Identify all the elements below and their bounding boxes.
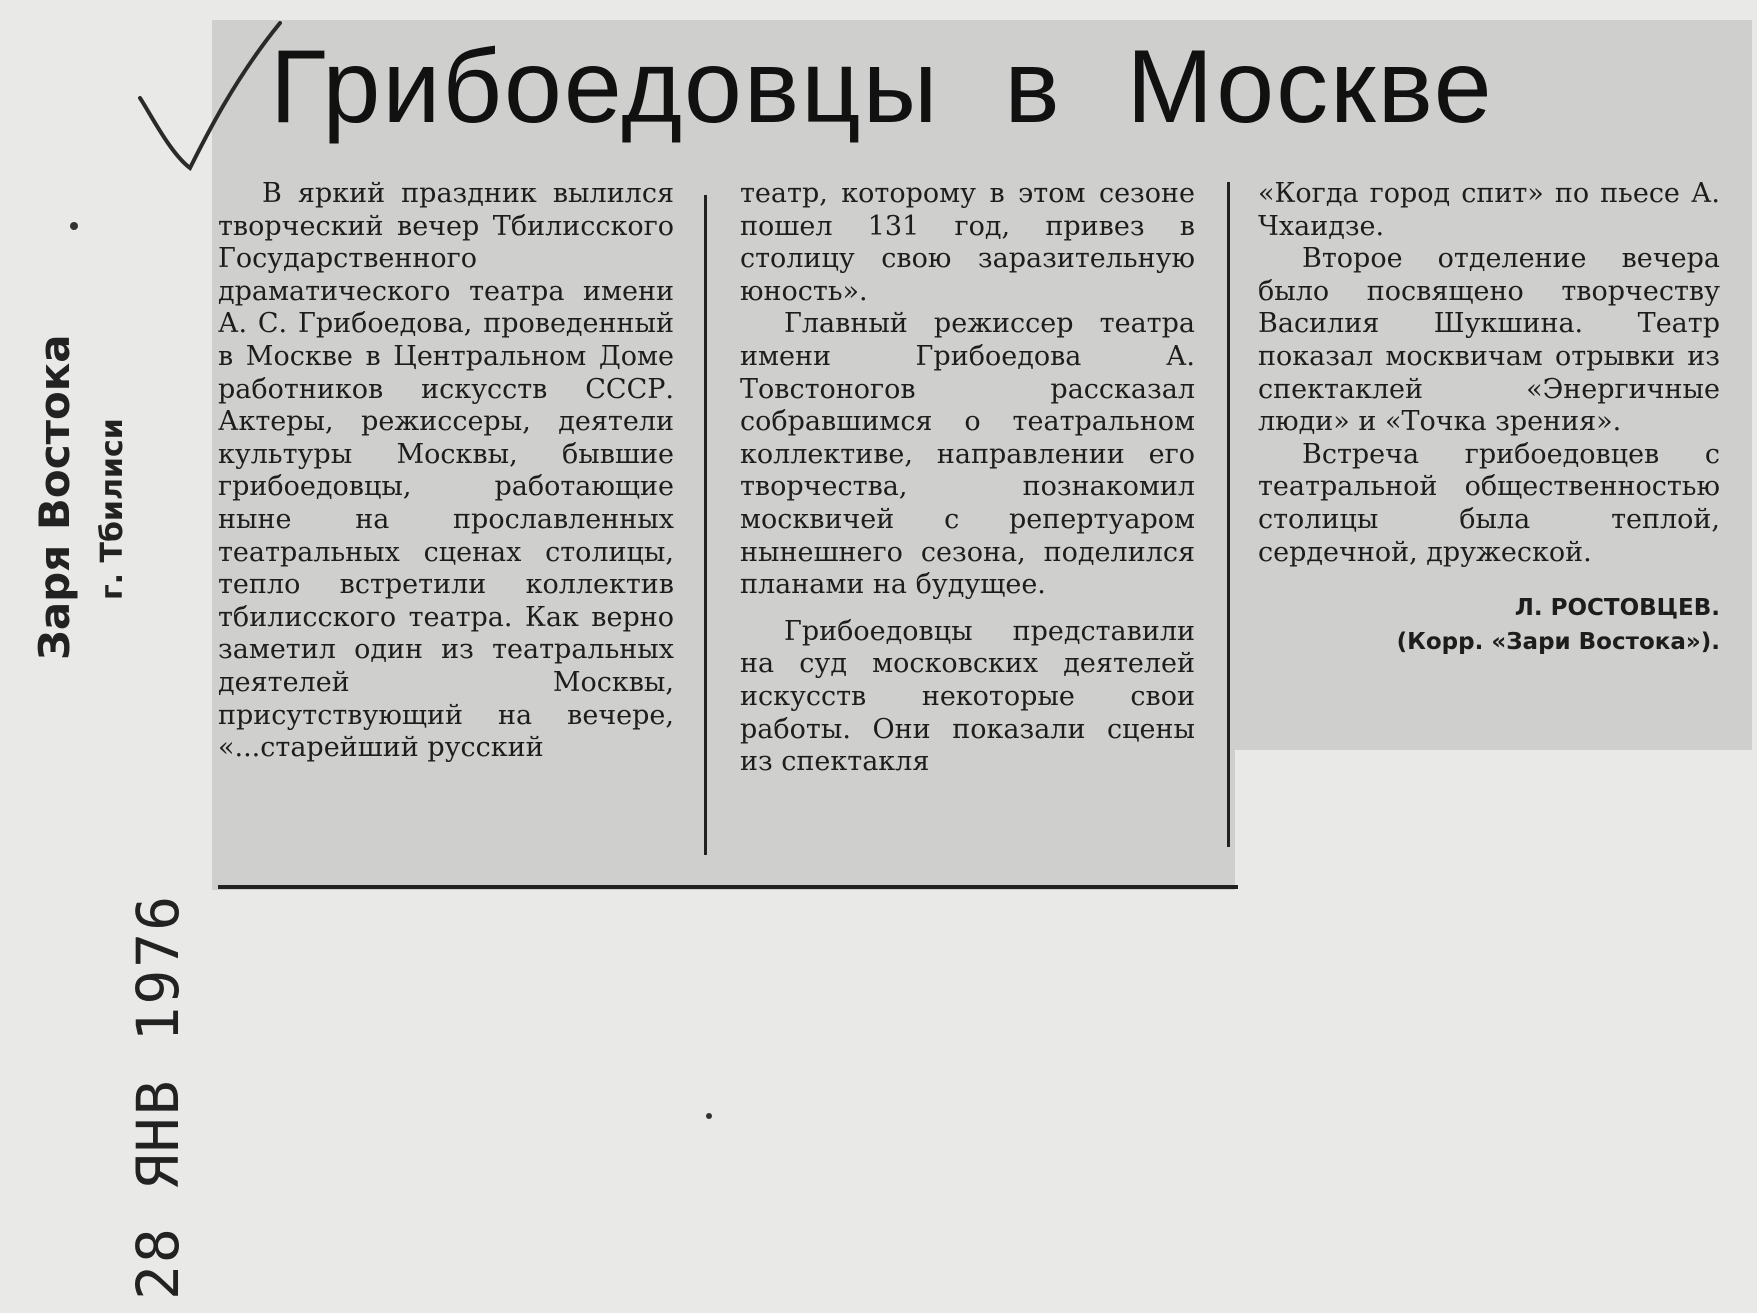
paragraph: Второе отделение вечера было посвящено творчеству Василия Шукшина. Театр показал москвичам отрывки из спектаклей «Энергичные люди» и «Точка зрения». — [1258, 243, 1720, 438]
author-signature: Л. РОСТОВЦЕВ. — [1514, 595, 1720, 622]
paragraph: Грибоедовцы представили на суд московских деятелей искусств некоторые свои работы. Они показали сцены из спектакля — [740, 615, 1195, 778]
paragraph: В яркий праздник вылился творческий вечер Тбилисского Государственного драматического театра имени А. С. Грибоедова, проведенный в Москве в Центральном Доме работников искусств СССР. Актеры, режиссеры, деятели культуры Москвы, бывшие грибоедовцы, работающие ныне на прославленных театральных сценах столицы, тепло встретили коллектив тбилисского театра. Как верно заметил один из театральных деятелей Москвы, присутствующий на вечере, «...старейший русский — [218, 178, 674, 764]
paragraph: Главный режиссер театра имени Грибоедова А. Товстоногов рассказал собравшимся о театральном коллективе, направлении его творчества, познакомил москвичей с репертуаром нынешнего сезона, поделился планами на будущее. — [740, 308, 1195, 601]
column-divider — [704, 195, 707, 855]
date-stamp-text: 28 ЯНВ 1976 — [124, 893, 192, 1300]
article-title: Грибоедовцы в Москве — [270, 29, 1494, 145]
ink-dot — [70, 222, 78, 230]
bottom-rule — [218, 885, 1238, 889]
clipping-cutout — [1235, 750, 1752, 890]
article-column-2 — [740, 178, 1195, 868]
newspaper-city: г. Тбилиси — [95, 418, 130, 600]
paragraph: театр, которому в этом сезоне пошел 131 год, привез в столицу свою заразительную юность». — [740, 178, 1195, 307]
article-column-3 — [1258, 178, 1720, 698]
date-stamp — [118, 893, 198, 1300]
paragraph: Встреча грибоедовцев с театральной общественностью столицы была теплой, сердечной, дружеской. — [1258, 438, 1720, 568]
article-column-1 — [218, 178, 674, 868]
ink-dot — [706, 1113, 712, 1119]
handwritten-checkmark — [135, 18, 285, 188]
newspaper-name: Заря Востока — [30, 334, 79, 660]
column-divider — [1227, 182, 1230, 847]
paragraph: «Когда город спит» по пьесе А. Чхаидзе. — [1258, 178, 1720, 242]
author-affiliation: (Корр. «Зари Востока»). — [1396, 629, 1720, 656]
